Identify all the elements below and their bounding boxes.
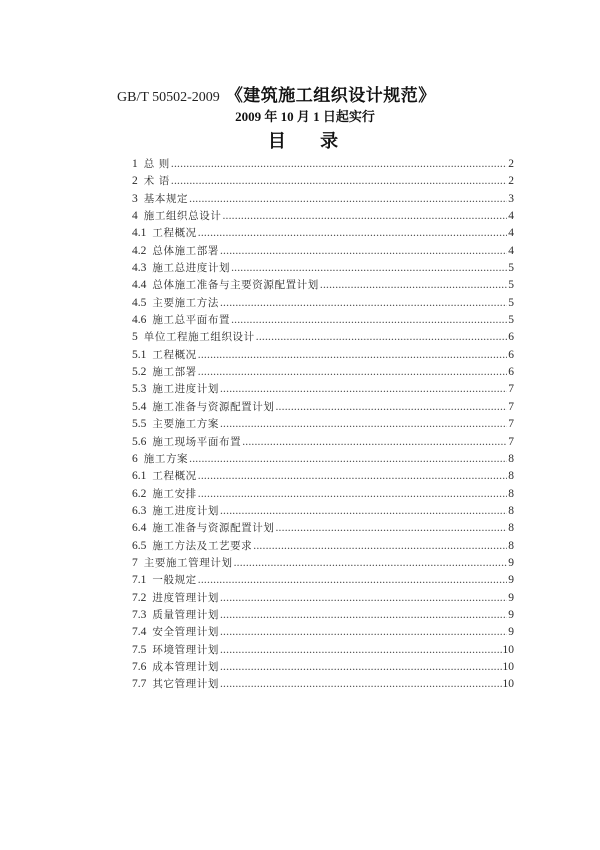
toc-entry-label: 施工方法及工艺要求 [152,539,253,552]
toc-leader-dots [231,260,507,277]
toc-entry-page: 5 [508,262,514,275]
table-of-contents [132,156,514,694]
toc-entry-label: 基本规定 [143,192,189,205]
toc-entry-page: 6 [508,348,514,361]
toc-leader-dots [275,520,507,537]
toc-entry-number: 6.4 [132,522,147,535]
toc-entry[interactable] [132,451,514,468]
toc-entry-label: 工程概况 [152,348,197,361]
toc-entry-label: 其它管理计划 [152,678,219,691]
toc-entry[interactable] [132,607,514,624]
toc-entry[interactable] [132,624,514,641]
toc-entry[interactable] [132,503,514,520]
toc-entry-label: 施工组织总设计 [143,210,222,223]
toc-entry[interactable] [132,381,514,398]
toc-entry[interactable] [132,434,514,451]
toc-entry-label: 主要施工方法 [152,296,219,309]
toc-entry-number: 4.1 [132,227,147,240]
toc-leader-dots [171,156,507,173]
toc-leader-dots [198,364,507,381]
toc-entry-number: 7.2 [132,591,147,604]
toc-entry[interactable] [132,243,514,260]
toc-entry[interactable] [132,347,514,364]
standard-name: 《建筑施工组织设计规范》 [225,86,436,106]
toc-entry[interactable] [132,208,514,225]
toc-entry-number: 6.1 [132,470,147,483]
toc-entry[interactable] [132,156,514,173]
toc-leader-dots [234,555,508,572]
toc-entry[interactable] [132,486,514,503]
effective-date: 2009 年 10 月 1 日起实行 [235,109,375,124]
toc-entry[interactable] [132,277,514,294]
toc-entry-number: 5.4 [132,400,147,413]
toc-entry-label: 施工部署 [152,366,197,379]
toc-leader-dots [242,434,507,451]
toc-heading: 目 录 [267,131,353,152]
toc-entry-label: 一般规定 [152,574,197,587]
toc-entry[interactable] [132,295,514,312]
toc-entry-page: 6 [508,366,514,379]
toc-leader-dots [198,225,507,242]
toc-entry-number: 4.3 [132,262,147,275]
toc-entry-page: 9 [508,591,514,604]
toc-entry[interactable] [132,642,514,659]
toc-entry-label: 总体施工部署 [152,244,219,257]
toc-entry-label: 施工总平面布置 [152,314,231,327]
toc-entry-page: 10 [502,660,514,673]
toc-entry-page: 8 [508,504,514,517]
toc-entry[interactable] [132,520,514,537]
toc-leader-dots [220,624,507,641]
toc-entry[interactable] [132,173,514,190]
toc-leader-dots [198,572,507,589]
toc-leader-dots [198,468,507,485]
toc-entry-number: 6.5 [132,539,147,552]
toc-entry-number: 7.3 [132,608,147,621]
toc-entry-page: 10 [502,643,514,656]
toc-entry-number: 5.3 [132,383,147,396]
toc-entry-label: 质量管理计划 [152,608,219,621]
toc-entry-label: 安全管理计划 [152,626,219,639]
toc-entry[interactable] [132,191,514,208]
toc-leader-dots [220,503,507,520]
toc-leader-dots [220,243,507,260]
toc-entry-page: 8 [508,539,514,552]
toc-entry[interactable] [132,538,514,555]
toc-entry-page: 7 [508,418,514,431]
toc-entry-label: 施工进度计划 [152,383,219,396]
toc-entry-label: 主要施工管理计划 [143,556,233,569]
toc-entry-page: 7 [508,383,514,396]
toc-entry[interactable] [132,364,514,381]
toc-entry[interactable] [132,312,514,329]
toc-leader-dots [171,173,507,190]
toc-entry-label: 工程概况 [152,227,197,240]
toc-entry-label: 成本管理计划 [152,660,219,673]
toc-leader-dots [220,416,507,433]
toc-entry-label: 总 则 [143,158,170,170]
toc-entry-number: 5.6 [132,435,147,448]
toc-entry-page: 2 [508,175,514,188]
toc-entry[interactable] [132,590,514,607]
toc-entry-page: 5 [508,296,514,309]
toc-entry-label: 施工准备与资源配置计划 [152,522,275,535]
toc-entry-number: 4.4 [132,279,147,292]
toc-entry-label: 施工进度计划 [152,504,219,517]
toc-leader-dots [231,312,507,329]
toc-entry-number: 7.5 [132,643,147,656]
toc-entry-label: 施工现场平面布置 [152,435,242,448]
toc-entry-page: 9 [508,608,514,621]
toc-entry-page: 9 [508,574,514,587]
toc-entry-number: 4.2 [132,244,147,257]
toc-leader-dots [275,399,507,416]
toc-entry-number: 5 [132,331,138,344]
toc-leader-dots [189,451,507,468]
toc-entry-label: 总体施工准备与主要资源配置计划 [152,279,319,292]
toc-leader-dots [220,590,507,607]
toc-leader-dots [220,381,507,398]
toc-entry-number: 5.1 [132,348,147,361]
toc-leader-dots [198,347,507,364]
standard-code: GB/T 50502-2009 [117,90,220,105]
toc-entry-number: 6 [132,452,138,465]
toc-leader-dots [220,642,502,659]
toc-entry-page: 4 [508,210,514,223]
toc-leader-dots [220,607,507,624]
toc-entry-label: 术 语 [143,175,170,188]
toc-entry-page: 9 [508,626,514,639]
toc-entry-number: 5.2 [132,366,147,379]
toc-entry-page: 8 [508,487,514,500]
toc-entry-label: 主要施工方案 [152,418,219,431]
toc-leader-dots [198,486,507,503]
toc-entry[interactable] [132,329,514,346]
toc-entry-page: 8 [508,470,514,483]
toc-entry-number: 5.5 [132,418,147,431]
toc-entry-label: 施工方案 [143,452,189,465]
toc-entry-number: 7.6 [132,660,147,673]
toc-entry-page: 9 [508,556,514,569]
toc-entry-number: 4.5 [132,296,147,309]
toc-entry-number: 7.1 [132,574,147,587]
toc-entry-page: 7 [508,435,514,448]
toc-entry-page: 2 [508,158,514,170]
toc-entry-page: 7 [508,400,514,413]
toc-entry[interactable] [132,416,514,433]
toc-entry[interactable] [132,225,514,242]
toc-leader-dots [222,208,507,225]
toc-leader-dots [220,659,502,676]
toc-leader-dots [220,676,502,693]
toc-entry-page: 4 [508,227,514,240]
toc-entry-label: 单位工程施工组织设计 [143,331,255,344]
toc-entry-page: 10 [502,678,514,691]
toc-entry-number: 2 [132,175,138,188]
toc-leader-dots [189,191,507,208]
toc-entry-label: 工程概况 [152,470,197,483]
toc-entry-number: 6.3 [132,504,147,517]
toc-entry-label: 施工准备与资源配置计划 [152,400,275,413]
toc-entry[interactable] [132,676,514,693]
document-title [117,81,436,106]
toc-entry-number: 1 [132,158,138,170]
toc-entry-page: 5 [508,314,514,327]
toc-entry-number: 7.4 [132,626,147,639]
toc-entry-label: 施工总进度计划 [152,262,231,275]
toc-entry-page: 6 [508,331,514,344]
toc-entry-number: 3 [132,192,138,205]
toc-entry[interactable] [132,572,514,589]
toc-leader-dots [253,538,507,555]
toc-leader-dots [220,295,507,312]
toc-entry-page: 8 [508,522,514,535]
toc-entry[interactable] [132,659,514,676]
toc-entry[interactable] [132,555,514,572]
toc-entry-page: 4 [508,244,514,257]
toc-entry-label: 进度管理计划 [152,591,219,604]
toc-leader-dots [256,329,508,346]
toc-entry[interactable] [132,260,514,277]
toc-entry-page: 5 [508,279,514,292]
toc-entry[interactable] [132,468,514,485]
toc-entry-label: 施工安排 [152,487,197,500]
toc-leader-dots [320,277,507,294]
toc-entry-number: 4.6 [132,314,147,327]
toc-entry[interactable] [132,399,514,416]
toc-entry-number: 4 [132,210,138,223]
toc-entry-page: 3 [508,192,514,205]
toc-entry-number: 7.7 [132,678,147,691]
toc-entry-number: 6.2 [132,487,147,500]
toc-entry-page: 8 [508,452,514,465]
toc-entry-number: 7 [132,556,138,569]
toc-entry-label: 环境管理计划 [152,643,219,656]
